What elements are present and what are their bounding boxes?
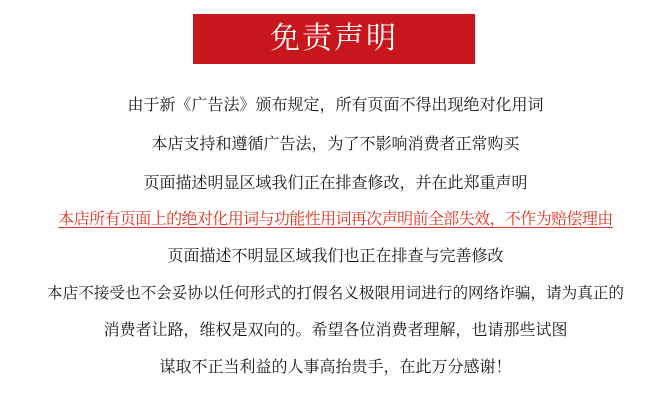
page-title: 免责声明 <box>270 21 398 56</box>
warning-line: 本店所有页面上的绝对化用词与功能性用词再次声明前全部失效，不作为赔偿理由 <box>58 209 613 228</box>
statement-line-7: 消费者让路，维权是双向的。希望各位消费者理解，也请那些试图 <box>103 320 568 339</box>
statement-line-8: 谋取不正当利益的人事高抬贵手，在此万分感谢！ <box>159 357 512 376</box>
statement-line-6: 本店不接受也不会妥协以任何形式的打假名义极限用词进行的网络诈骗，请为真正的 <box>47 284 624 302</box>
statement-line-5: 页面描述不明显区域我们也正在排查与完善修改 <box>167 246 504 265</box>
statement-line-1: 由于新《广告法》颁布规定，所有页面不得出现绝对化用词 <box>127 95 544 114</box>
statement-line-2: 本店支持和遵循广告法，为了不影响消费者正常购买 <box>151 134 520 153</box>
title-banner <box>193 14 475 64</box>
statement-line-3: 页面描述明显区域我们正在排查修改，并在此郑重声明 <box>143 173 528 192</box>
